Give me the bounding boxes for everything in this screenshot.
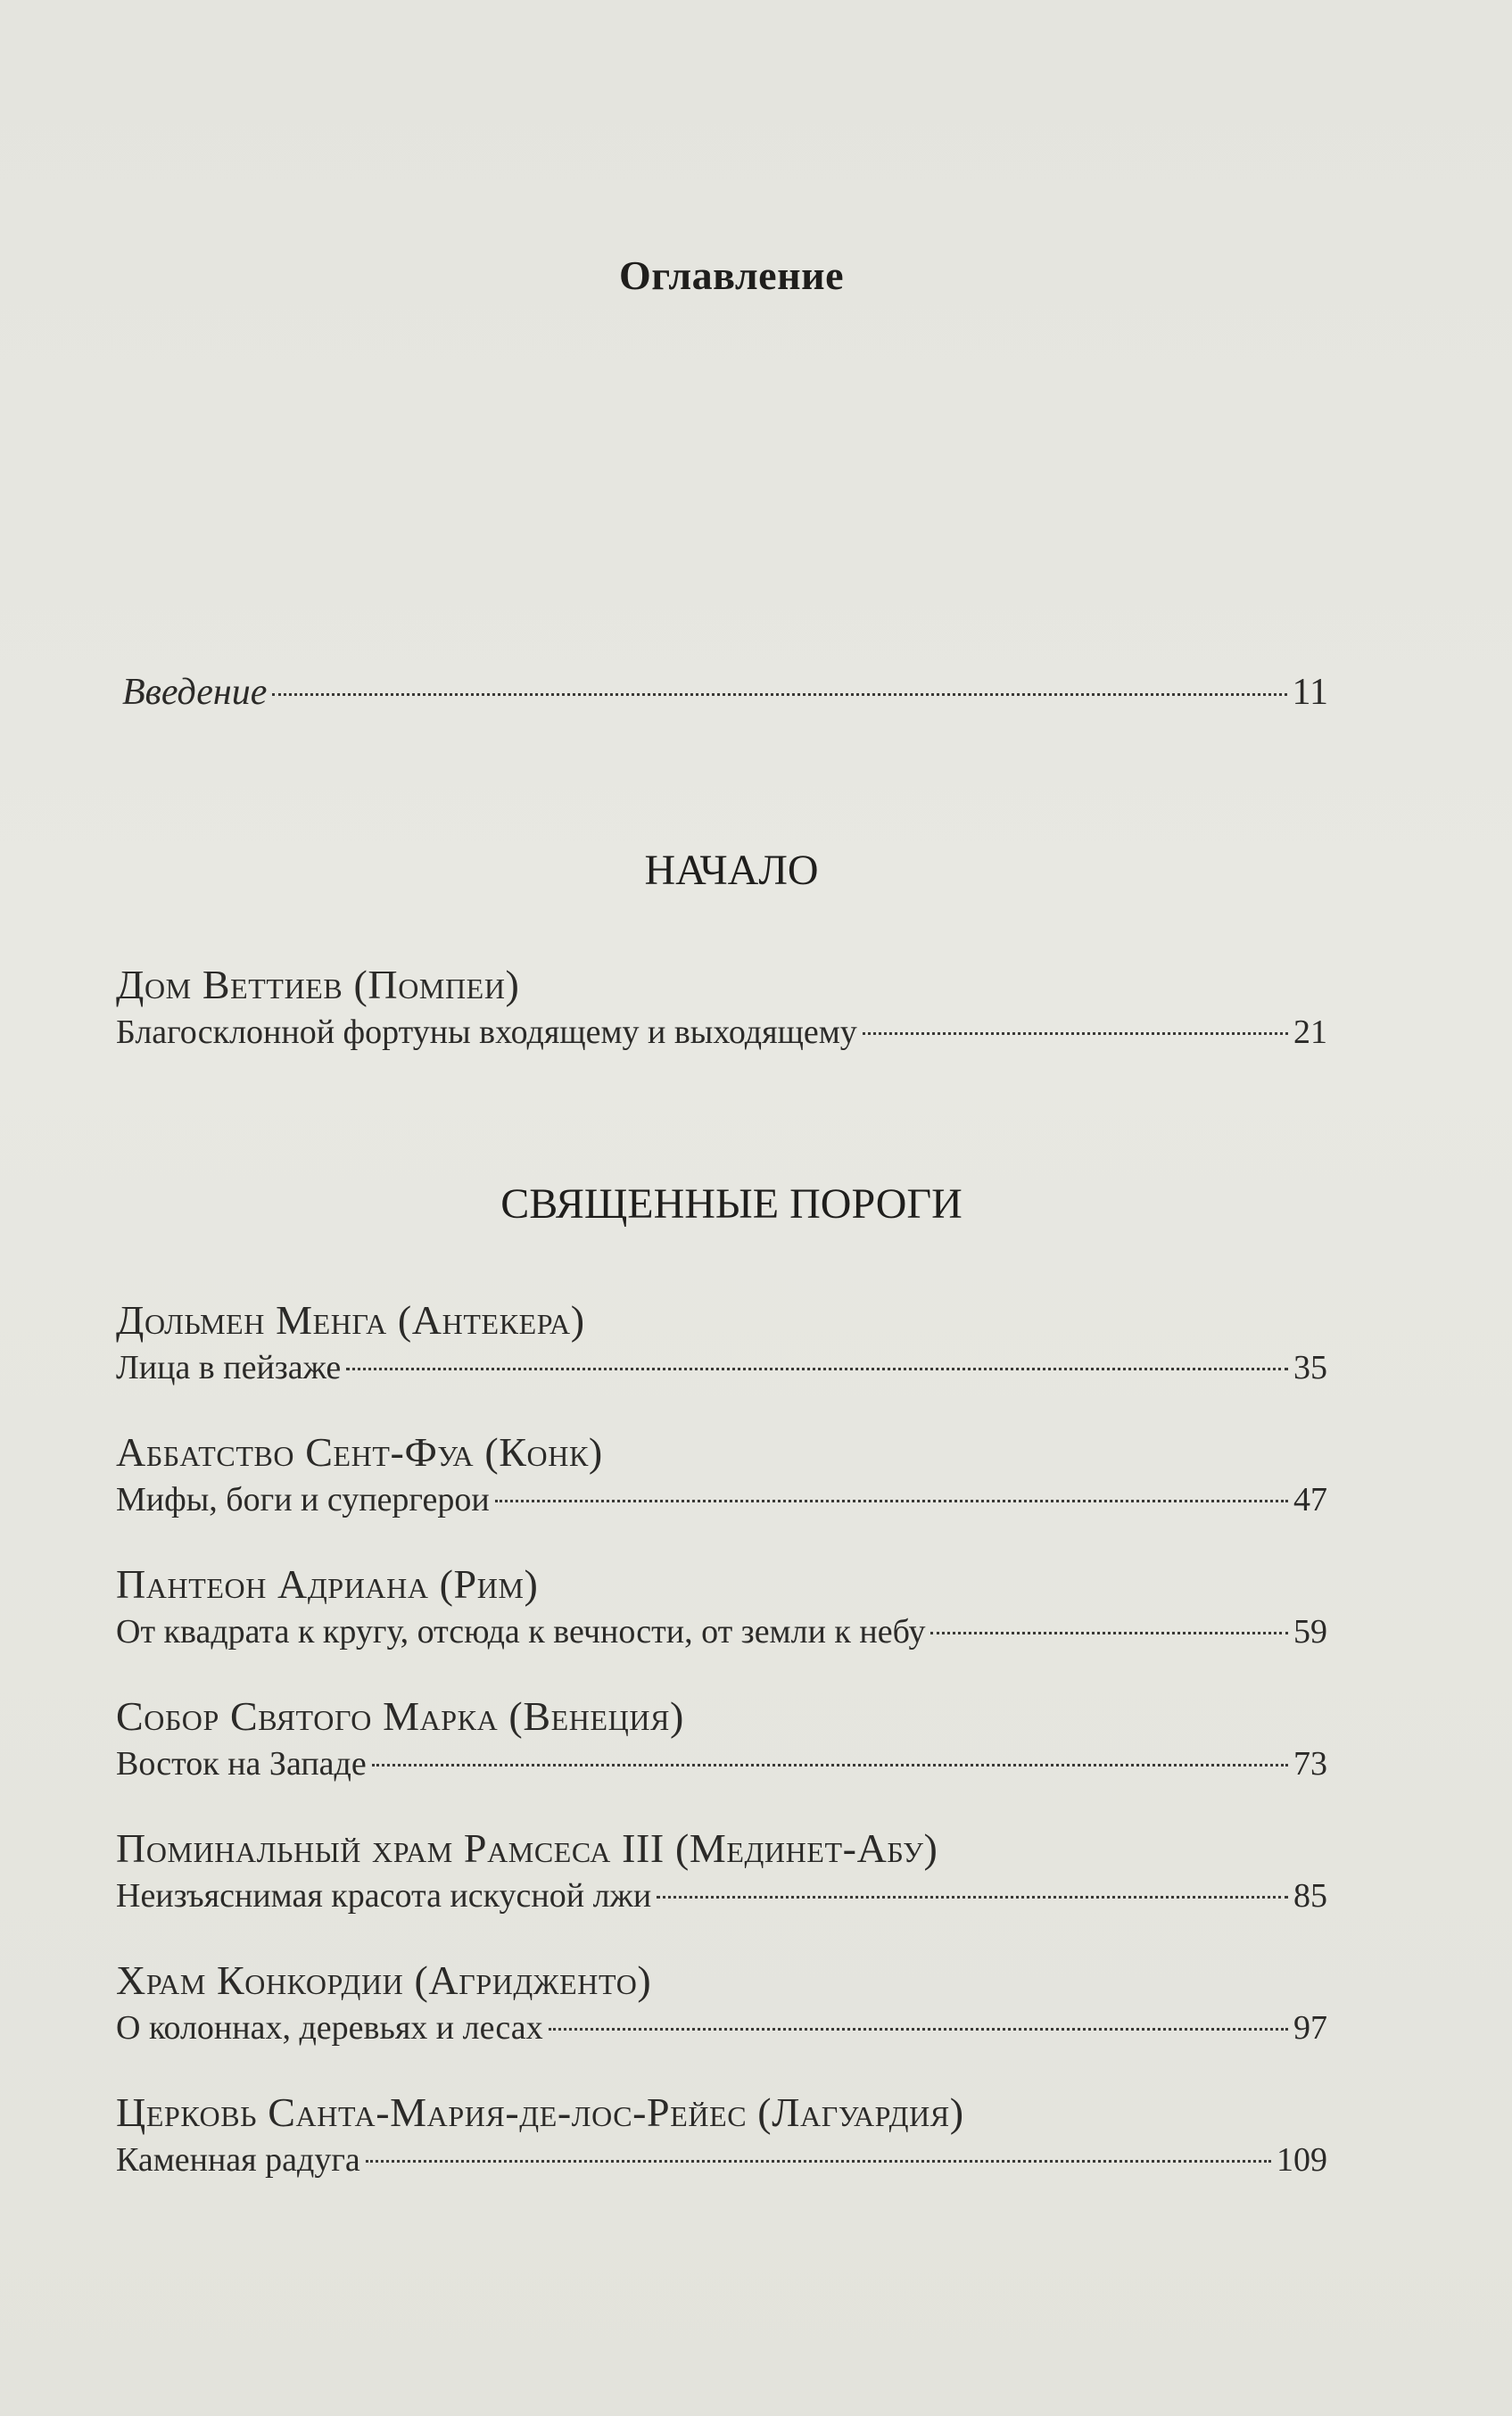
- entry-subtitle: Лица в пейзаже: [116, 1349, 342, 1386]
- toc-title: Оглавление: [618, 252, 845, 298]
- entry-heading: Дом Веттиев (Помпеи): [116, 962, 520, 1007]
- entry-subtitle-line: [116, 1875, 1327, 1916]
- dot-leader: [346, 1368, 1288, 1370]
- entry-subtitle-line: [116, 1743, 1327, 1784]
- intro-page-number: 11: [1292, 672, 1328, 713]
- dot-leader: [495, 1500, 1288, 1502]
- entry-subtitle-line: [116, 1012, 1327, 1053]
- dot-leader: [930, 1632, 1288, 1634]
- entry-page-number: 59: [1293, 1613, 1327, 1651]
- entry-page-number: 73: [1293, 1745, 1327, 1783]
- entry-heading: Собор Святого Марка (Венеция): [116, 1693, 684, 1739]
- entry-subtitle-line: [116, 2139, 1327, 2180]
- dot-leader: [372, 1764, 1288, 1766]
- entry-heading: Храм Конкордии (Агридженто): [116, 1957, 652, 2003]
- entry-subtitle: Каменная радуга: [116, 2141, 360, 2179]
- toc-entry[interactable]: [116, 1825, 1327, 1916]
- entry-subtitle: Восток на Западе: [116, 1745, 367, 1783]
- toc-entry[interactable]: [116, 2089, 1327, 2180]
- entry-subtitle: Благосклонной фортуны входящему и выходящему: [116, 1014, 857, 1051]
- entry-heading: Дольмен Менга (Антекера): [116, 1297, 585, 1343]
- entry-page-number: 85: [1293, 1877, 1327, 1915]
- entry-subtitle: Мифы, боги и супергерои: [116, 1481, 490, 1518]
- toc-intro-entry[interactable]: [122, 671, 1328, 714]
- entry-page-number: 21: [1293, 1014, 1327, 1051]
- dot-leader: [657, 1896, 1288, 1899]
- entry-subtitle: Неизъяснимая красота искусной лжи: [116, 1877, 652, 1915]
- dot-leader: [549, 2028, 1288, 2031]
- entry-page-number: 35: [1293, 1349, 1327, 1386]
- entry-page-number: 97: [1293, 2009, 1327, 2047]
- toc-entry[interactable]: [116, 1693, 1327, 1784]
- toc-entry[interactable]: [116, 1561, 1327, 1652]
- toc-entry[interactable]: [116, 962, 1327, 1053]
- entry-subtitle-line: [116, 1611, 1327, 1652]
- entry-subtitle: О колоннах, деревьях и лесах: [116, 2009, 543, 2047]
- entry-heading: Аббатство Сент-Фуа (Конк): [116, 1429, 603, 1475]
- entry-subtitle: От квадрата к кругу, отсюда к вечности, от земли к небу: [116, 1613, 926, 1651]
- entry-heading: Пантеон Адриана (Рим): [116, 1561, 539, 1607]
- section-title-sacred-thresholds: СВЯЩЕННЫЕ ПОРОГИ: [500, 1180, 963, 1228]
- entry-subtitle-line: [116, 2007, 1327, 2048]
- entry-subtitle-line: [116, 1479, 1327, 1520]
- dot-leader: [366, 2160, 1271, 2163]
- toc-entry[interactable]: [116, 1297, 1327, 1388]
- dot-leader: [272, 693, 1286, 696]
- dot-leader: [863, 1032, 1288, 1035]
- entry-subtitle-line: [116, 1347, 1327, 1388]
- entry-heading: Церковь Санта-Мария-де-лос-Рейес (Лагуардия): [116, 2089, 964, 2135]
- entry-heading: Поминальный храм Рамсеса III (Мединет-Абу): [116, 1825, 938, 1871]
- toc-entry[interactable]: [116, 1429, 1327, 1520]
- toc-entry[interactable]: [116, 1957, 1327, 2048]
- entry-page-number: 47: [1293, 1481, 1327, 1518]
- entry-page-number: 109: [1277, 2141, 1327, 2179]
- intro-label: Введение: [122, 672, 268, 713]
- section-title-beginning: НАЧАЛО: [644, 847, 819, 894]
